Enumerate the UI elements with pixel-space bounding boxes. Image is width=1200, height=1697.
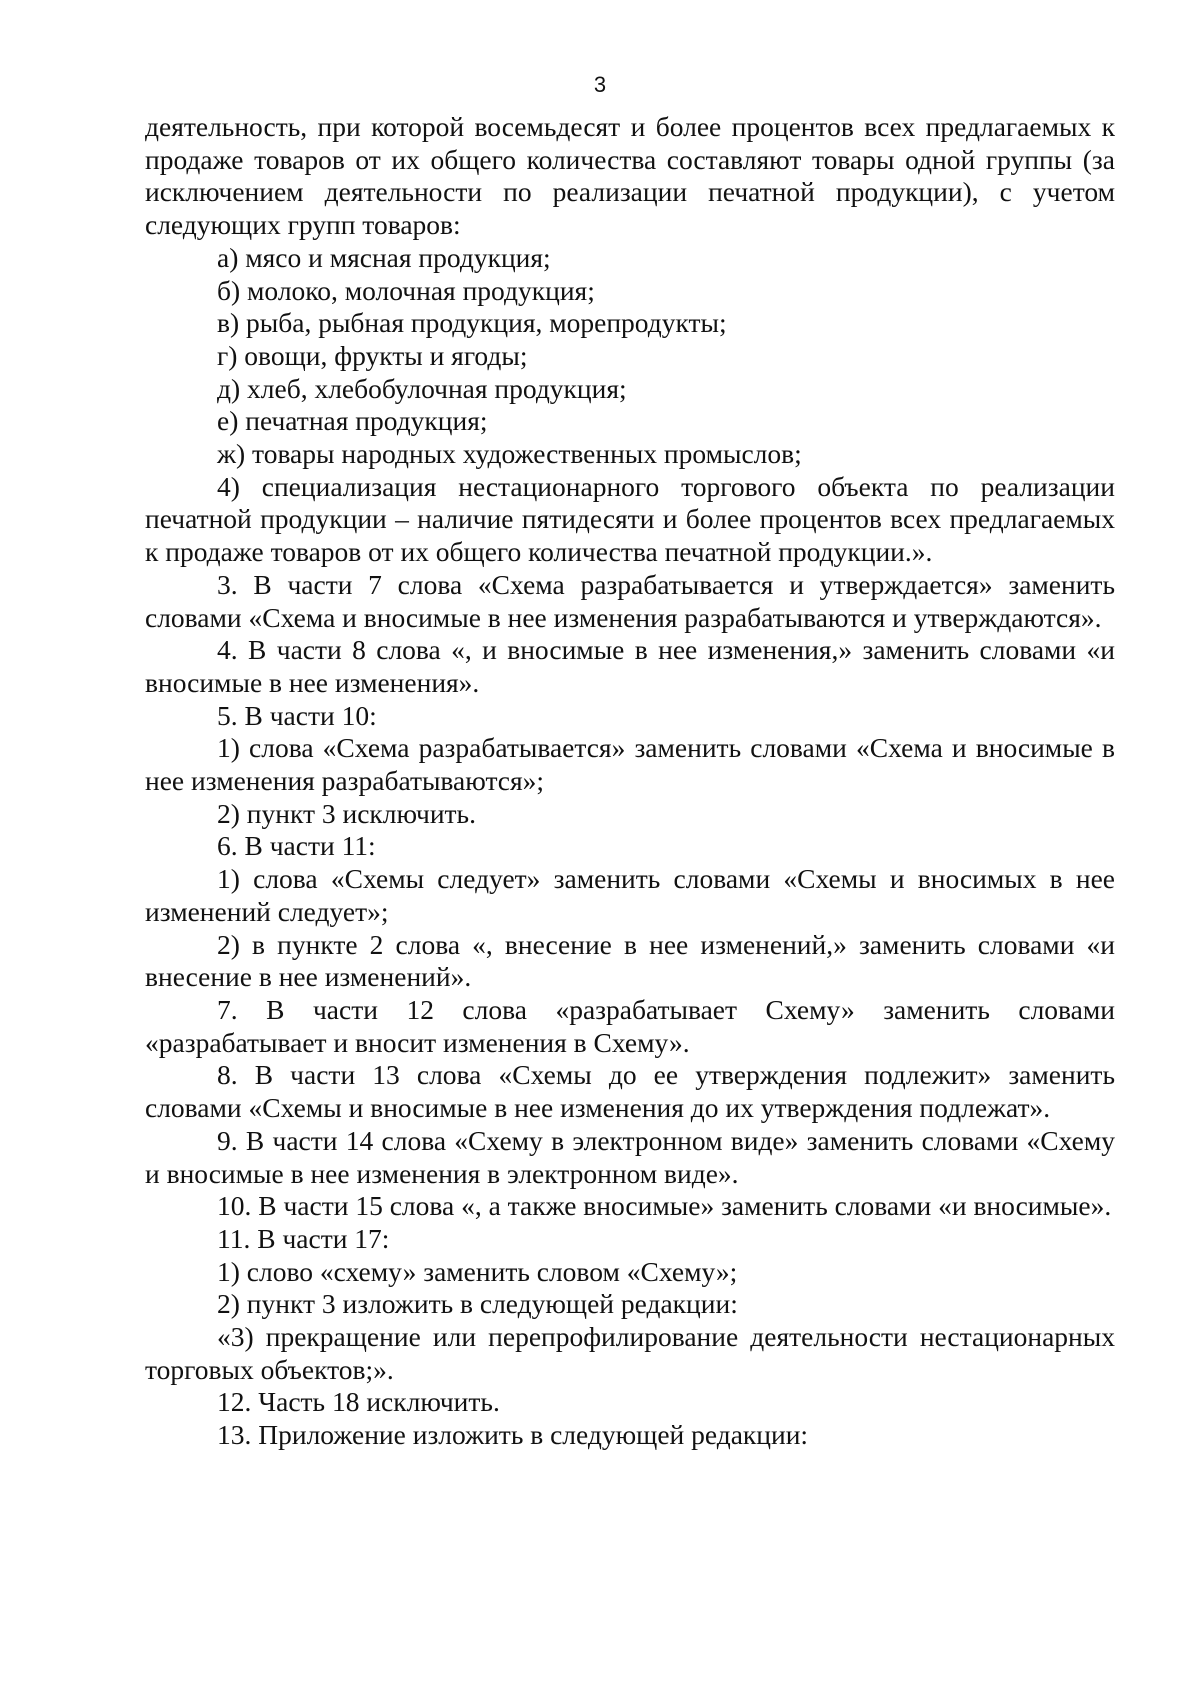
paragraph-item-13: 13. Приложение изложить в следующей редакции: [217, 1419, 809, 1451]
paragraph-item-5-1: 1) слова «Схема разрабатывается» заменить словами «Схема и вносимые в нее изменения разрабатываются»; [145, 732, 1115, 797]
paragraph-item-4-part8: 4. В части 8 слова «, и вносимые в нее изменения,» заменить словами «и вносимые в нее изменения». [145, 634, 1115, 698]
list-item-a: а) мясо и мясная продукция; [217, 241, 551, 273]
paragraph-item-11-1: 1) слово «схему» заменить словом «Схему»; [217, 1255, 738, 1287]
list-item-g: г) овощи, фрукты и ягоды; [217, 339, 528, 371]
paragraph-item-11-quote: «3) прекращение или перепрофилирование деятельности нестационарных торговых объектов;». [145, 1321, 1115, 1385]
paragraph-item-10: 10. В части 15 слова «, а также вносимые» заменить словами «и вносимые». [217, 1190, 1112, 1222]
page-number: 3 [593, 72, 607, 97]
paragraph-item-11-2: 2) пункт 3 изложить в следующей редакции: [217, 1288, 738, 1320]
list-item-b: б) молоко, молочная продукция; [217, 274, 595, 306]
paragraph-item-6-2: 2) в пункте 2 слова «, внесение в нее изменений,» заменить словами «и внесение в нее изменений». [145, 928, 1115, 993]
paragraph-item-7: 7. В части 12 слова «разрабатывает Схему» заменить словами «разрабатывает и вносит изменения в Схему». [145, 993, 1115, 1058]
paragraph-item-6-1: 1) слова «Схемы следует» заменить словами «Схемы и вносимых в нее изменений следует»; [145, 863, 1115, 927]
paragraph-item-5-2: 2) пункт 3 исключить. [217, 797, 476, 829]
list-item-d: д) хлеб, хлебобулочная продукция; [217, 372, 627, 404]
paragraph-item-11: 11. В части 17: [217, 1222, 390, 1254]
list-item-zh: ж) товары народных художественных промыслов; [217, 438, 802, 470]
paragraph-item-5: 5. В части 10: [217, 699, 377, 731]
paragraph-continuation: деятельность, при которой восемьдесят и более процентов всех предлагаемых к продаже товаров от их общего количества составляют товары одной группы (за исключением деятельности по реализации печатной продукции), с учетом следующих групп товаров: [145, 111, 1115, 241]
paragraph-item-3: 3. В части 7 слова «Схема разрабатывается и утверждается» заменить словами «Схема и вносимые в нее изменения разрабатываются и утверждаются». [145, 568, 1115, 633]
paragraph-item-8: 8. В части 13 слова «Схемы до ее утверждения подлежит» заменить словами «Схемы и вносимые в нее изменения до их утверждения подлежат». [145, 1059, 1115, 1124]
paragraph-item-9: 9. В части 14 слова «Схему в электронном виде» заменить словами «Схему и вносимые в нее изменения в электронном виде». [145, 1124, 1115, 1189]
list-item-v: в) рыба, рыбная продукция, морепродукты; [217, 307, 727, 339]
document-body [145, 111, 1115, 1452]
paragraph-item-4: 4) специализация нестационарного торгового объекта по реализации печатной продукции – наличие пятидесяти и более процентов всех предлагаемых к продаже товаров от их общего количества печатной продукции.». [145, 470, 1115, 568]
paragraph-item-12: 12. Часть 18 исключить. [217, 1386, 500, 1418]
list-item-e: е) печатная продукция; [217, 405, 488, 437]
paragraph-item-6: 6. В части 11: [217, 830, 376, 862]
